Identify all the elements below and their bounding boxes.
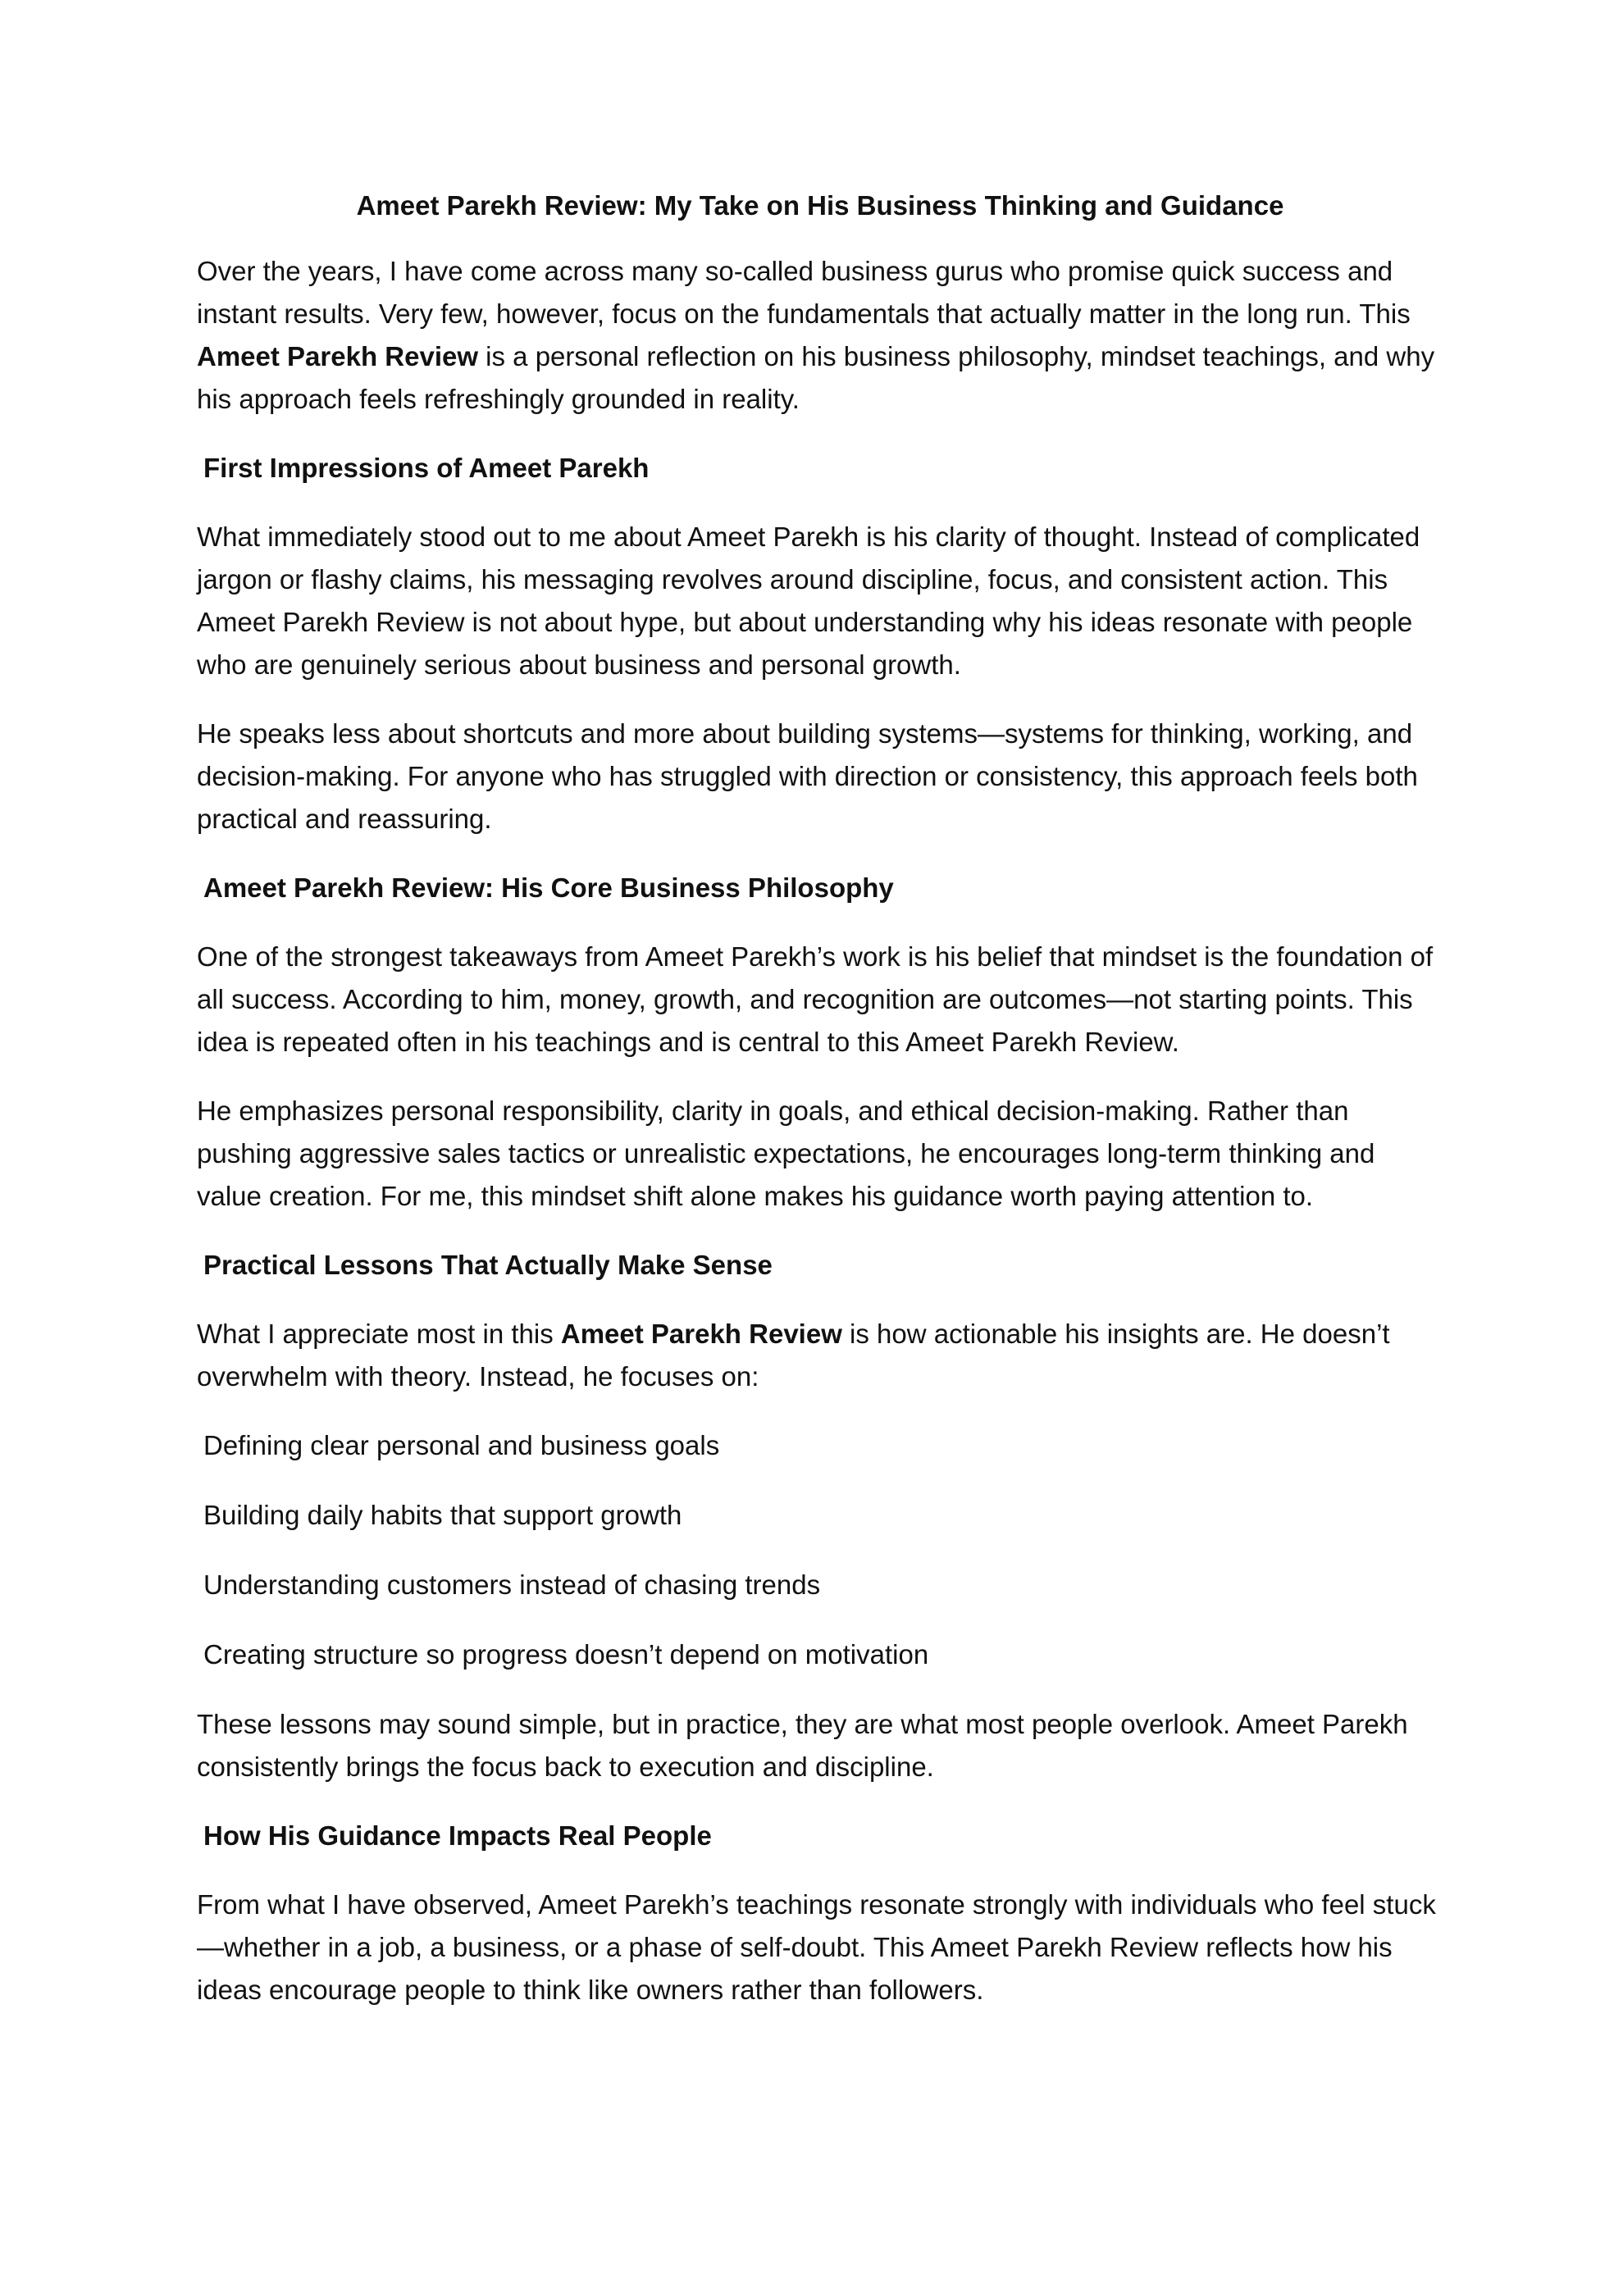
practical-lessons-intro <box>197 1313 1443 1398</box>
core-philosophy-paragraph-2: He emphasizes personal responsibility, clarity in goals, and ethical decision-making. Rather than pushing aggressive sales tactics or unrealistic expectations, he encourages long-term thinking and value creation. For me, this mindset shift alone makes his guidance worth paying attention to. <box>197 1096 1375 1211</box>
first-impressions-paragraph-2: He speaks less about shortcuts and more about building systems—systems for thinking, working, and decision-making. For anyone who has struggled with direction or consistency, this approach feels both practical and reassuring. <box>197 718 1418 834</box>
section-heading-first-impressions: First Impressions of Ameet Parekh <box>203 453 650 483</box>
list-item: Defining clear personal and business goals <box>203 1430 720 1460</box>
intro-bold-phrase: Ameet Parekh Review <box>197 341 479 371</box>
lessons-intro-bold-phrase: Ameet Parekh Review <box>560 1319 842 1349</box>
document-title: Ameet Parekh Review: My Take on His Business Thinking and Guidance <box>356 190 1284 221</box>
intro-text-end: is a personal reflection on his business philosophy, mindset teachings, and why his approach feels refreshingly grounded in reality. <box>197 341 1435 414</box>
lessons-intro-end: is how actionable his insights are. He doesn’t overwhelm with theory. Instead, he focuses on: <box>197 1319 1390 1392</box>
section-heading-core-philosophy: Ameet Parekh Review: His Core Business Philosophy <box>203 872 894 903</box>
lessons-list <box>197 1424 1443 1676</box>
document-page <box>197 184 1443 2038</box>
real-people-paragraph-1: From what I have observed, Ameet Parekh’s teachings resonate strongly with individuals who feel stuck—whether in a job, a business, or a phase of self-doubt. This Ameet Parekh Review reflects how his ideas encourage people to think like owners rather than followers. <box>197 1889 1436 2005</box>
practical-lessons-outro: These lessons may sound simple, but in practice, they are what most people overlook. Ameet Parekh consistently brings the focus back to execution and discipline. <box>197 1709 1408 1782</box>
list-item: Building daily habits that support growth <box>203 1500 682 1530</box>
intro-paragraph <box>197 250 1443 421</box>
lessons-intro-start: What I appreciate most in this <box>197 1319 561 1349</box>
list-item: Creating structure so progress doesn’t depend on motivation <box>203 1639 929 1670</box>
core-philosophy-paragraph-1: One of the strongest takeaways from Ameet Parekh’s work is his belief that mindset is the foundation of all success. According to him, money, growth, and recognition are outcomes—not starting points. This idea is repeated often in his teachings and is central to this Ameet Parekh Review. <box>197 941 1434 1057</box>
section-heading-practical-lessons: Practical Lessons That Actually Make Sense <box>203 1250 773 1280</box>
intro-text-start: Over the years, I have come across many so-called business gurus who promise quick success and instant results. Very few, however, focus on the fundamentals that actually matter in the long run. This <box>197 256 1411 329</box>
section-heading-real-people: How His Guidance Impacts Real People <box>203 1820 712 1851</box>
first-impressions-paragraph-1: What immediately stood out to me about Ameet Parekh is his clarity of thought. Instead of complicated jargon or flashy claims, his messaging revolves around discipline, focus, and consistent action. This Ameet Parekh Review is not about hype, but about understanding why his ideas resonate with people who are genuinely serious about business and personal growth. <box>197 522 1420 680</box>
list-item: Understanding customers instead of chasing trends <box>203 1569 821 1600</box>
